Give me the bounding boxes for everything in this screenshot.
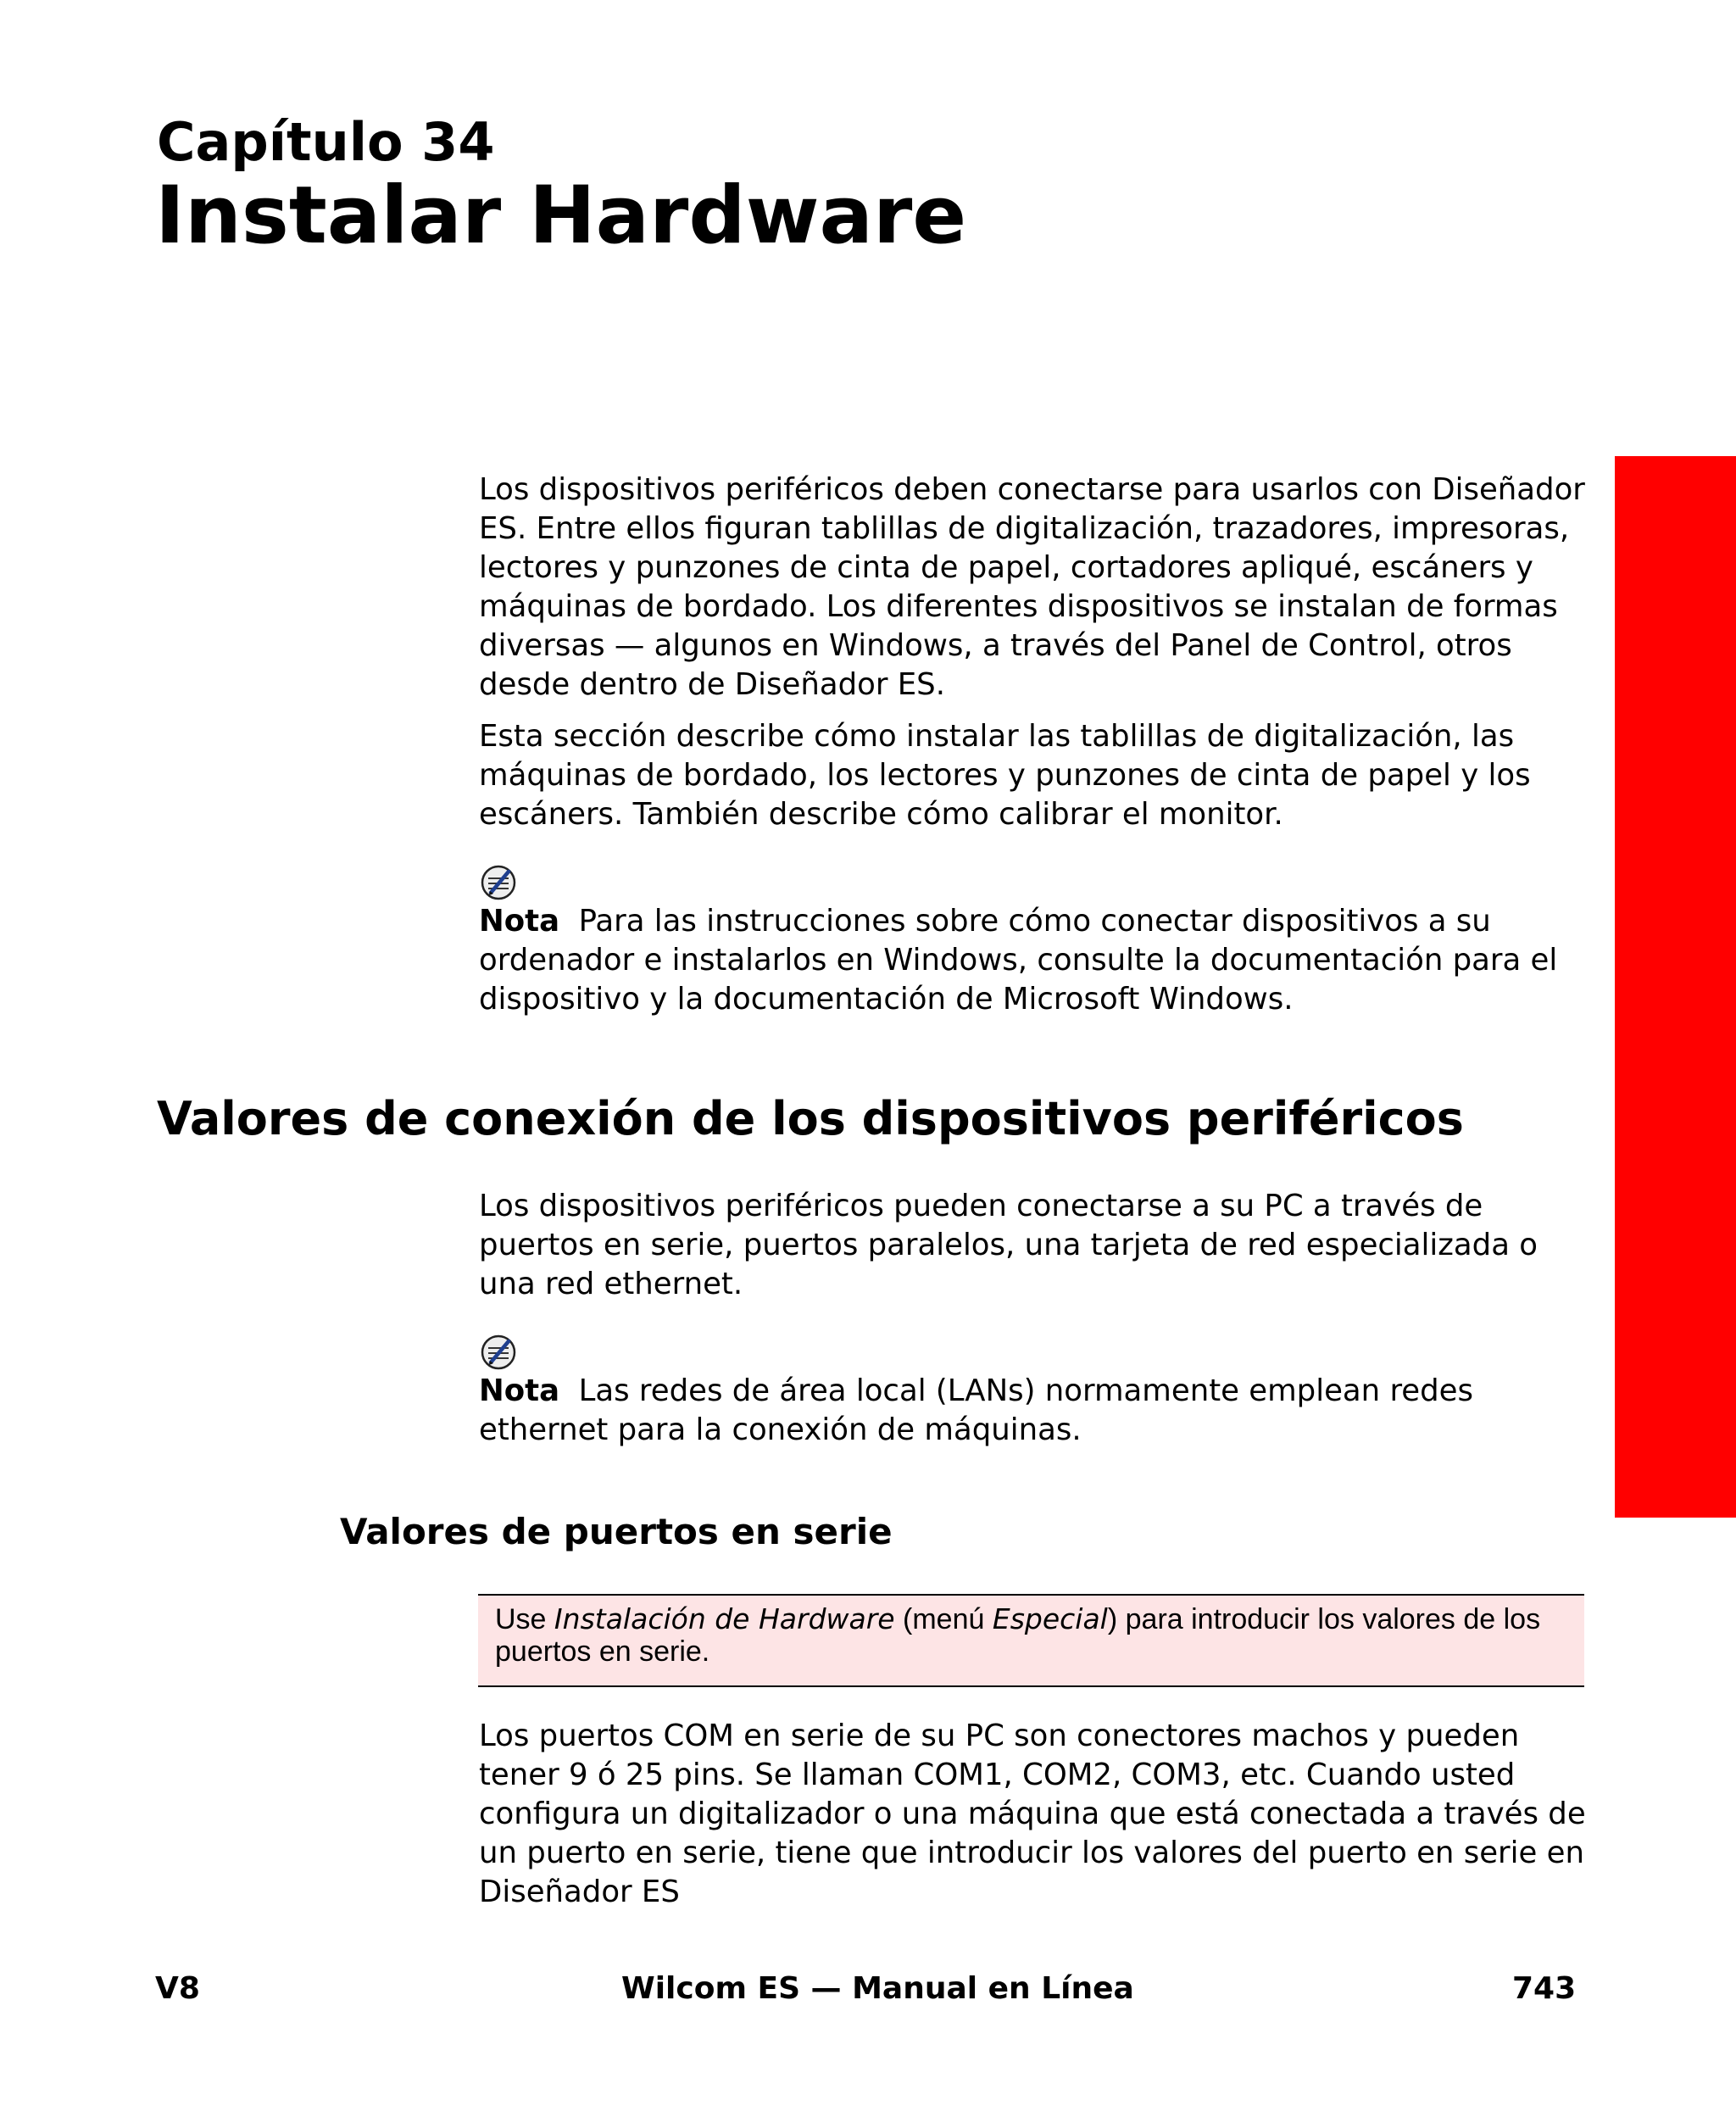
procedure-suffix: ) para introducir los valores de los puertos en serie. [495,1603,1541,1668]
procedure-middle: (menú [894,1603,993,1635]
chapter-title: Instalar Hardware [155,170,967,262]
note-body: Las redes de área local (LANs) normamente emplean redes ethernet para la conexión de máquinas. [479,1373,1473,1447]
intro-paragraph-1: Los dispositivos periféricos deben conectarse para usarlos con Diseñador ES. Entre ellos figuran tablillas de digitalización, trazadores, impresoras, lectores y punzones de cinta de papel, cortadores apliqué, escáners y máquinas de bordado. Los diferentes dispositivos se instalan de formas diversas — algunos en Windows, a través del Panel de Control, otros desde dentro de Diseñador ES. [479,472,1585,702]
chapter-number: Capítulo 34 [157,111,495,173]
procedure-box [478,1594,1584,1687]
subsection-heading: Valores de puertos en serie [340,1511,893,1552]
note-label: Nota [479,904,560,939]
note-pencil-icon [479,1333,518,1372]
footer-manual-title: Wilcom ES — Manual en Línea [621,1971,1134,2006]
section-heading: Valores de conexión de los dispositivos periféricos [157,1092,1464,1145]
note-text-1 [479,902,1589,1019]
chapter-side-tab [1615,456,1736,1518]
footer-version: V8 [155,1971,200,2006]
section-paragraph: Los dispositivos periféricos pueden conectarse a su PC a través de puertos en serie, puertos paralelos, una tarjeta de red especializada o una red ethernet. [479,1189,1538,1301]
note-block-1 [479,863,1589,1019]
note-text-2 [479,1372,1589,1450]
intro-paragraph-2: Esta sección describe cómo instalar las tablillas de digitalización, las máquinas de bordado, los lectores y punzones de cinta de papel y los escáners. También describe cómo calibrar el monitor. [479,719,1531,832]
footer-page-number: 743 [1512,1971,1577,2006]
note-block-2 [479,1333,1589,1450]
note-pencil-icon [479,863,518,902]
procedure-tool-name: Instalación de Hardware [554,1602,895,1635]
note-label: Nota [479,1373,560,1408]
serial-ports-paragraph: Los puertos COM en serie de su PC son conectores machos y pueden tener 9 ó 25 pins. Se llaman COM1, COM2, COM3, etc. Cuando usted configura un digitalizador o una máquina que está conectada a través de un puerto en serie, tiene que introducir los valores del puerto en serie en Diseñador ES [479,1719,1586,1909]
procedure-menu-name: Especial [992,1602,1108,1635]
note-body: Para las instrucciones sobre cómo conectar dispositivos a su ordenador e instalarlos en Windows, consulte la documentación para el dispositivo y la documentación de Microsoft Windows. [479,904,1558,1017]
procedure-prefix: Use [495,1603,554,1635]
